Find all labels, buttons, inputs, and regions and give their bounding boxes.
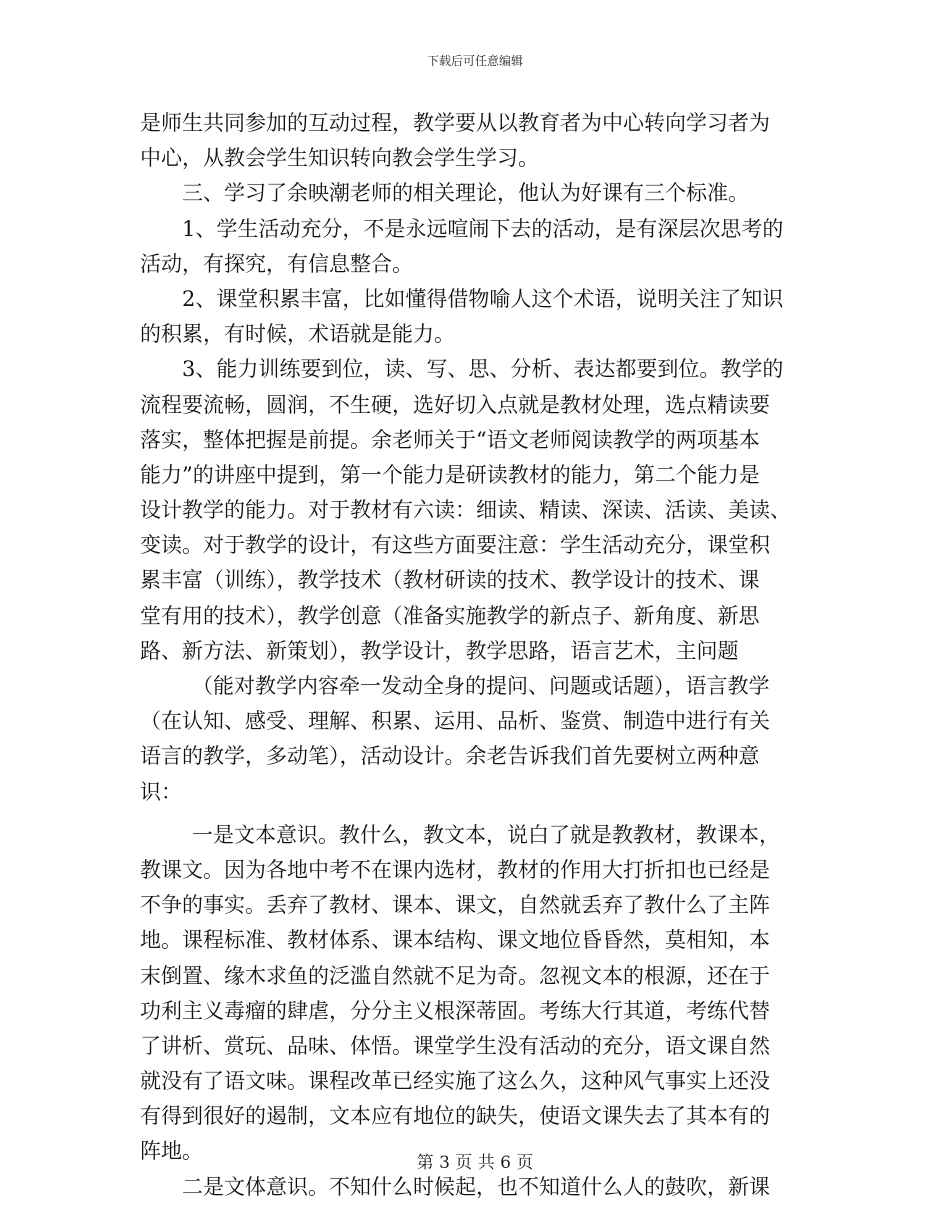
text-line: 的积累，有时候，术语就是能力。 xyxy=(140,322,455,347)
text-line: 有得到很好的遏制，文本应有地位的缺失，使语文课失去了其本有的 xyxy=(140,1104,770,1129)
text-line: 3、能力训练要到位，读、写、思、分析、表达都要到位。教学的 xyxy=(182,357,784,382)
text-line: 二是文体意识。不知什么时候起，也不知道什么人的鼓吹，新课 xyxy=(182,1174,770,1199)
text-line: （能对教学内容牵一发动全身的提问、问题或话题），语言教学 xyxy=(192,674,770,698)
text-line: 累丰富（训练），教学技术（教材研读的技术、教学设计的技术、课 xyxy=(140,568,760,593)
text-line: 阵地。 xyxy=(140,1139,203,1164)
text-line: 教课文。因为各地中考不在课内选材，教材的作用大打折扣也已经是 xyxy=(140,857,770,882)
page-footer: 第 3 页 共 6 页 xyxy=(416,1153,534,1173)
text-line: 是师生共同参加的互动过程，教学要从以教育者为中心转向学习者为 xyxy=(140,111,770,135)
text-line: 识： xyxy=(140,779,182,804)
section-heading: 三、学习了余映潮老师的相关理论，他认为好课有三个标准。 xyxy=(182,181,749,206)
text-line: 活动，有探究，有信息整合。 xyxy=(140,251,413,276)
text-line: （在认知、感受、理解、积累、运用、品析、鉴赏、制造中进行有关 xyxy=(140,709,770,734)
text-line: 地。课程标准、教材体系、课本结构、课文地位昏昏然，莫相知，本 xyxy=(140,928,770,953)
text-line: 流程要流畅，圆润，不生硬，选好切入点就是教材处理，选点精读要 xyxy=(140,392,770,417)
paragraph-gap xyxy=(140,810,820,818)
text-line: 设计教学的能力。对于教材有六读：细读、精读、深读、活读、美读、 xyxy=(140,498,791,523)
text-line: 堂有用的技术），教学创意（准备实施教学的新点子、新角度、新思 xyxy=(140,603,760,628)
text-line: 了讲析、赏玩、品味、体悟。课堂学生没有活动的充分，语文课自然 xyxy=(140,1033,770,1058)
document-body xyxy=(140,106,820,1205)
text-line: 中心，从教会学生知识转向教会学生学习。 xyxy=(140,146,539,171)
text-line: 能力”的讲座中提到，第一个能力是研读教材的能力，第二个能力是 xyxy=(140,462,760,487)
text-line: 变读。对于教学的设计，有这些方面要注意：学生活动充分，课堂积 xyxy=(140,533,770,558)
text-line: 不争的事实。丢弃了教材、课本、课文，自然就丢弃了教什么了主阵 xyxy=(140,893,770,918)
text-line: 功利主义毒瘤的肆虐，分分主义根深蒂固。考练大行其道，考练代替 xyxy=(140,998,770,1023)
text-line: 一是文本意识。教什么，教文本，说白了就是教教材，教课本， xyxy=(192,822,780,847)
text-line: 2、课堂积累丰富，比如懂得借物喻人这个术语，说明关注了知识 xyxy=(182,286,784,311)
text-line: 就没有了语文味。课程改革已经实施了这么久，这种风气事实上还没 xyxy=(140,1069,770,1094)
text-line: 落实，整体把握是前提。余老师关于“语文老师阅读教学的两项基本 xyxy=(140,427,760,452)
text-line: 末倒置、缘木求鱼的泛滥自然就不足为奇。忽视文本的根源，还在于 xyxy=(140,963,770,988)
text-line: 路、新方法、新策划），教学设计，教学思路，语言艺术，主问题 xyxy=(140,638,739,663)
text-line: 语言的教学，多动笔），活动设计。余老告诉我们首先要树立两种意 xyxy=(140,744,760,769)
page-header: 下载后可任意编辑 xyxy=(426,54,523,68)
text-line: 1、学生活动充分，不是永远喧闹下去的活动，是有深层次思考的 xyxy=(182,216,784,241)
